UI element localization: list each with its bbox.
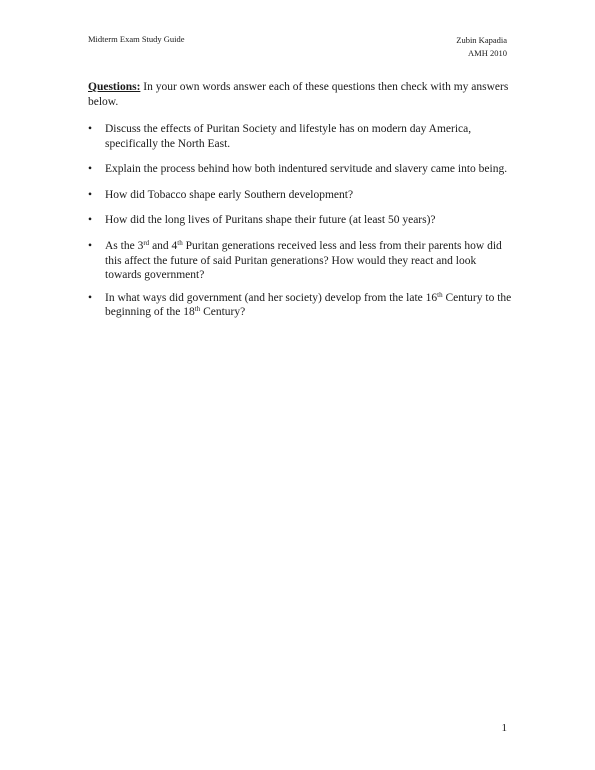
bullet-icon: • [88,163,93,176]
question-text-part: Puritan generations received less and less from their parents how did this affect the future of said Puritan generations? How would they react and look towards government? [105,239,502,282]
question-text-part: Century? [200,306,246,319]
course-code: AMH 2010 [468,47,507,58]
bullet-icon: • [88,239,93,252]
bullet-icon: • [88,291,93,304]
author-name: Zubin Kapadia [456,35,507,45]
bullet-icon: • [88,214,93,227]
question-text-part: and 4 [149,239,178,252]
question-text [105,240,502,281]
question-item [88,291,512,320]
question-text-part: In what ways did government (and her society) develop from the late 16 [105,291,438,304]
question-text-part: As the 3 [105,239,144,252]
questions-label: Questions: [88,81,141,93]
questions-intro [88,80,512,109]
bullet-icon: • [88,123,93,135]
question-item [88,239,512,283]
question-item [88,188,512,203]
question-item [88,122,512,151]
document-header-author [456,34,507,59]
ordinal-suffix: rd [143,238,150,247]
question-list [88,122,512,331]
question-item [88,162,512,177]
ordinal-suffix: th [177,238,183,247]
question-text [105,292,511,319]
question-text: Discuss the effects of Puritan Society and lifestyle has on modern day America, specifically the North East. [105,123,472,150]
question-text-part: Century to the beginning of the 18 [105,291,512,319]
question-text: How did the long lives of Puritans shape their future (at least 50 years)? [105,214,436,227]
bullet-icon: • [88,188,93,201]
question-item [88,213,512,228]
question-text: How did Tobacco shape early Southern development? [105,188,354,201]
ordinal-suffix: th [437,290,443,299]
document-header-title: Midterm Exam Study Guide [88,34,185,44]
questions-instructions: In your own words answer each of these questions then check with my answers below. [88,81,509,108]
question-text: Explain the process behind how both indentured servitude and slavery came into being. [105,163,508,176]
ordinal-suffix: th [194,305,201,314]
page-number: 1 [501,722,507,734]
